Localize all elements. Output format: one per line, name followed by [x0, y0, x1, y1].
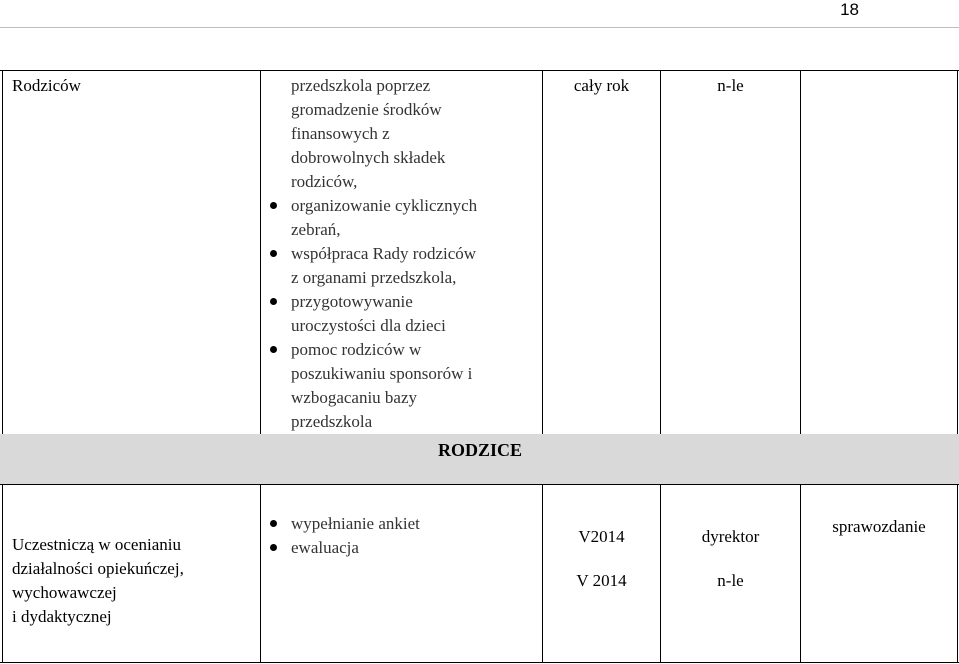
bullet-icon — [270, 202, 277, 209]
list-item — [291, 194, 531, 242]
item-line: organizowanie cyklicznych — [291, 196, 478, 215]
item-line-text: pomoc rodziców w — [291, 340, 422, 359]
item-line: ewaluacja — [291, 538, 359, 557]
subject-line: działalności opiekuńczej, — [12, 559, 184, 578]
subject-line: Uczestniczą w ocenianiu — [12, 535, 181, 554]
evaluation-cell: sprawozdanie — [832, 517, 926, 536]
item-line: przygotowywanie — [291, 292, 413, 311]
table-border — [0, 484, 959, 485]
list-item — [291, 242, 531, 290]
top-rule — [0, 27, 959, 28]
term-line: V 2014 — [576, 571, 627, 590]
table-border — [542, 70, 543, 434]
table-border — [2, 70, 3, 663]
item-line: zebrań, — [291, 220, 341, 239]
term-cell — [543, 515, 660, 603]
activities-intro — [291, 74, 445, 194]
responsible-cell — [661, 515, 800, 603]
table-border — [957, 70, 958, 663]
item-line: współpraca Rady rodziców — [291, 244, 477, 263]
table-border — [0, 662, 959, 663]
responsible-cell: n-le — [717, 76, 744, 95]
responsible-line: dyrektor — [701, 527, 760, 546]
table-border — [660, 70, 661, 434]
activities-list — [291, 194, 531, 434]
subject-cell: Rodziców — [12, 76, 81, 95]
intro-line: rodziców, — [291, 172, 358, 191]
intro-line: finansowych z — [291, 124, 390, 143]
item-line: wzbogacaniu bazy — [291, 388, 418, 407]
table-border — [0, 70, 959, 71]
bullet-icon — [270, 250, 277, 257]
term-line: V2014 — [578, 527, 625, 546]
item-line: z organami przedszkola, — [291, 268, 457, 287]
table-border — [800, 70, 801, 434]
activities-list — [291, 512, 531, 560]
bullet-icon — [270, 346, 277, 353]
table-border — [260, 70, 261, 434]
responsible-line: n-le — [717, 571, 744, 590]
list-item — [291, 512, 531, 536]
list-item — [291, 338, 531, 434]
item-line: uroczystości dla dzieci — [291, 316, 446, 335]
table-border — [800, 484, 801, 663]
bullet-icon — [270, 520, 277, 527]
bullet-icon — [270, 544, 277, 551]
subject-cell — [12, 533, 184, 629]
subject-line: wychowawczej — [12, 583, 117, 602]
intro-line: przedszkola poprzez — [291, 76, 431, 95]
intro-line: gromadzenie środków — [291, 100, 442, 119]
item-line: przedszkola — [291, 412, 373, 431]
intro-line: dobrowolnych składek — [291, 148, 446, 167]
list-item — [291, 290, 531, 338]
section-header: RODZICE — [437, 440, 522, 460]
page-number: 18 — [840, 0, 859, 19]
item-line: poszukiwaniu sponsorów i — [291, 364, 473, 383]
list-item — [291, 536, 531, 560]
bullet-icon — [270, 298, 277, 305]
term-cell: cały rok — [573, 76, 630, 95]
table-border — [260, 484, 261, 663]
item-line — [291, 338, 531, 362]
subject-line: i dydaktycznej — [12, 607, 112, 626]
item-line: wypełnianie ankiet — [291, 514, 420, 533]
